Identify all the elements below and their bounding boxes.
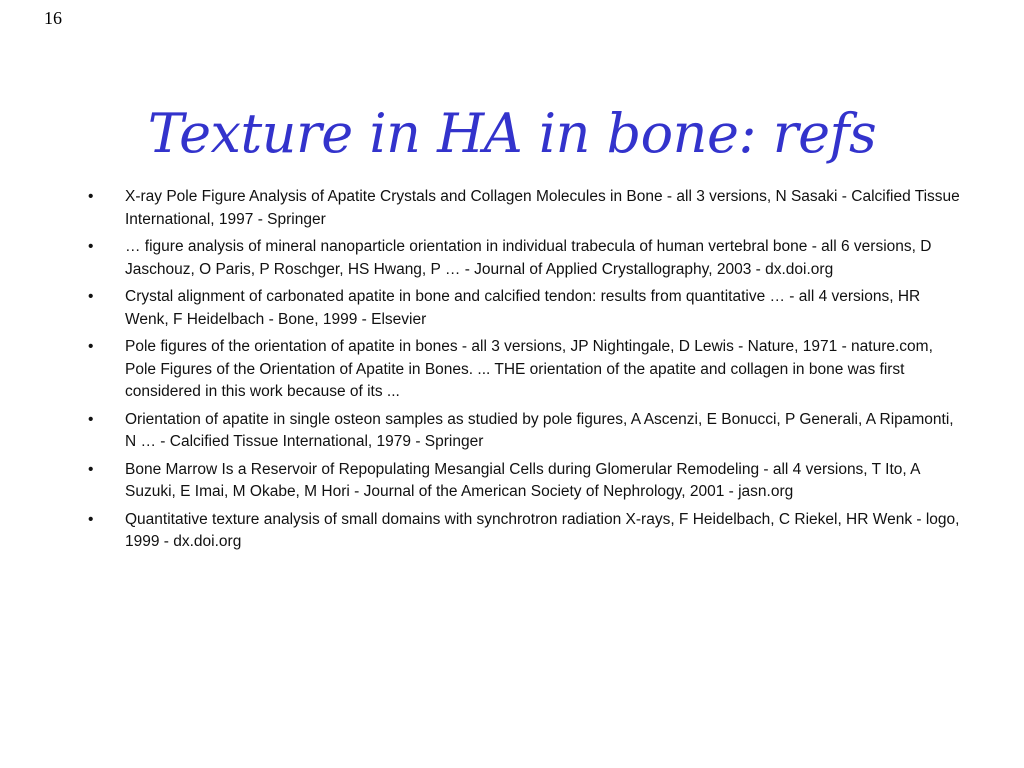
reference-text: Pole figures of the orientation of apatite in bones - all 3 versions, JP Nightingale, D Lewis - Nature, 1971 - nature.com, Pole Figures of the Orientation of Apatite in Bones. ... THE orientation of the apatite and collagen in bone was first considered in this work because of its ... [125, 338, 933, 400]
bullet-icon: • [88, 510, 94, 528]
reference-text: X-ray Pole Figure Analysis of Apatite Crystals and Collagen Molecules in Bone - all 3 versions, N Sasaki - Calcified Tissue International, 1997 - Springer [125, 188, 960, 228]
bullet-icon: • [88, 460, 94, 478]
reference-item [80, 336, 960, 404]
reference-text: Quantitative texture analysis of small domains with synchrotron radiation X-rays, F Heidelbach, C Riekel, HR Wenk - logo, 1999 - dx.doi.org [125, 510, 960, 550]
reference-item [80, 236, 960, 281]
reference-item [80, 186, 960, 231]
slide-title: Texture in HA in bone: refs [147, 102, 877, 165]
bullet-icon: • [88, 288, 94, 305]
bullet-icon: • [88, 238, 94, 255]
reference-text: Crystal alignment of carbonated apatite in bone and calcified tendon: results from quantitative … - all 4 versions, HR Wenk, F Heidelbach - Bone, 1999 - Elsevier [125, 288, 921, 328]
reference-item [80, 459, 960, 504]
reference-text: Orientation of apatite in single osteon samples as studied by pole figures, A Ascenzi, E Bonucci, P Generali, A Ripamonti, N … - Calcified Tissue International, 1979 - Springer [125, 410, 954, 450]
reference-text: … figure analysis of mineral nanoparticle orientation in individual trabecula of human vertebral bone - all 6 versions, D Jaschouz, O Paris, P Roschger, HS Hwang, P … - Journal of Applied Crystallography, 2003 - dx.doi.org [125, 238, 932, 278]
bullet-icon: • [88, 338, 94, 355]
reference-item [80, 509, 960, 554]
slide-number: 16 [44, 8, 62, 28]
bullet-icon: • [88, 188, 94, 205]
reference-text: Bone Marrow Is a Reservoir of Repopulating Mesangial Cells during Glomerular Remodeling - all 4 versions, T Ito, A Suzuki, E Imai, M Okabe, M Hori - Journal of the American Society of Nephrology, 2001 - jasn.org [125, 460, 920, 500]
bullet-icon: • [88, 410, 94, 428]
reference-list [80, 186, 960, 559]
reference-item [80, 409, 960, 454]
reference-item [80, 286, 960, 331]
